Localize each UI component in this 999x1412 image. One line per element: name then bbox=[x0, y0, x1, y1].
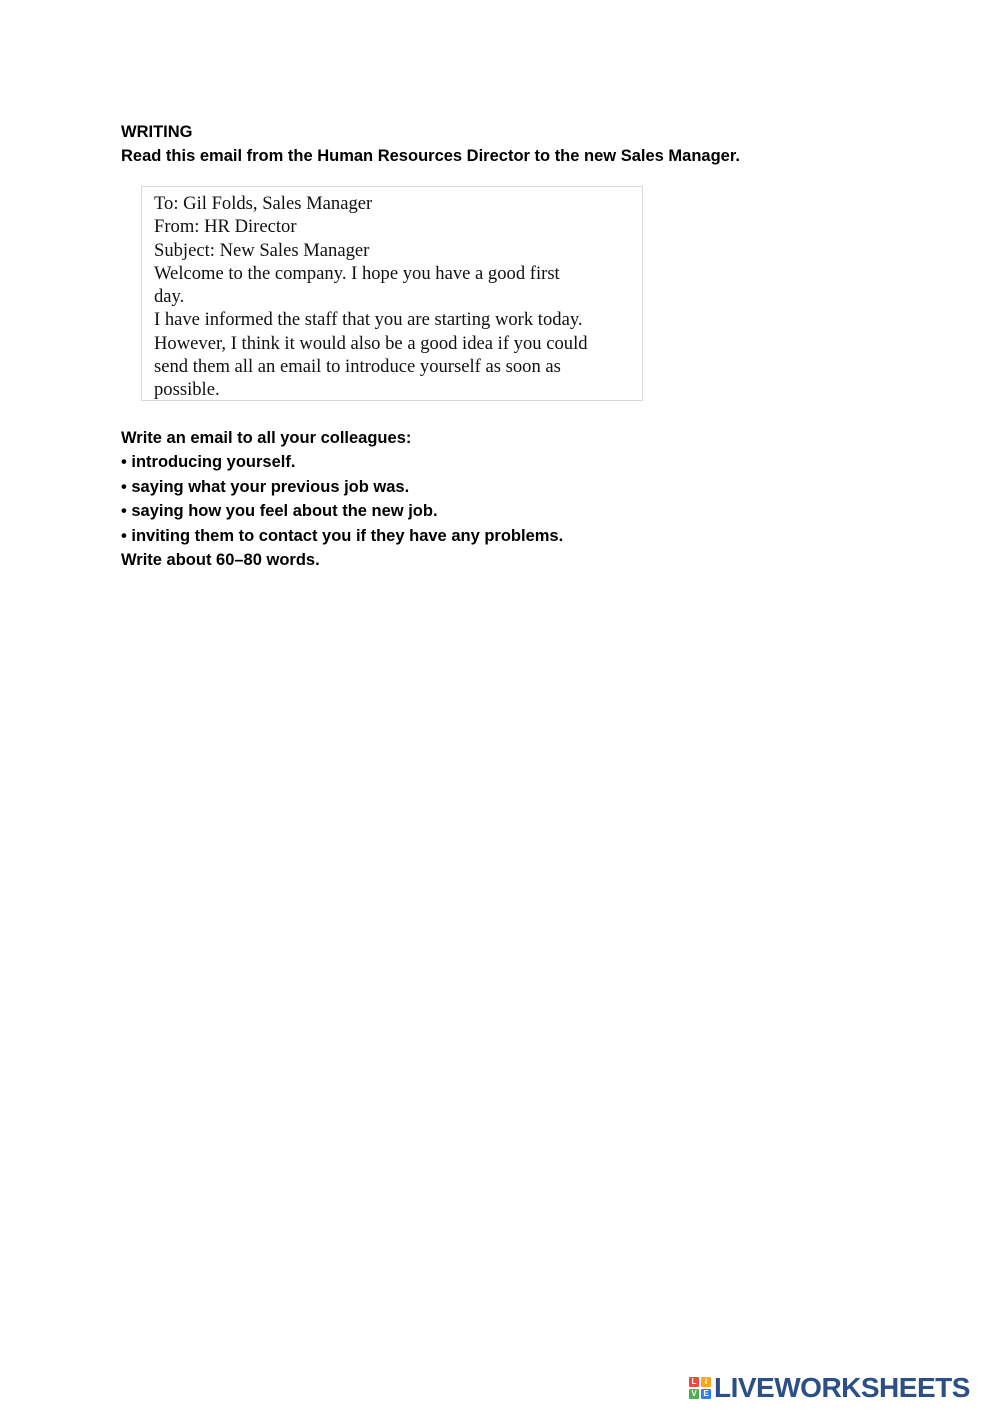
email-line-body: send them all an email to introduce yourself as soon as bbox=[154, 356, 561, 378]
instructions-lead: Write an email to all your colleagues: bbox=[121, 429, 412, 447]
instruction-bullet: • saying how you feel about the new job. bbox=[121, 502, 438, 521]
logo-tile: L bbox=[689, 1377, 699, 1387]
section-heading: WRITING bbox=[121, 123, 193, 141]
email-box bbox=[141, 186, 643, 401]
email-line-from: From: HR Director bbox=[154, 216, 297, 238]
intro-text: Read this email from the Human Resources Director to the new Sales Manager. bbox=[121, 147, 740, 165]
email-line-body: possible. bbox=[154, 379, 220, 401]
instructions bbox=[121, 426, 563, 572]
liveworksheets-logo bbox=[689, 1373, 970, 1403]
logo-tile: V bbox=[689, 1389, 699, 1399]
email-line-body: Welcome to the company. I hope you have a good first bbox=[154, 262, 560, 284]
instruction-bullet: • saying what your previous job was. bbox=[121, 477, 410, 496]
email-line-body: day. bbox=[154, 286, 185, 308]
logo-tile: E bbox=[701, 1389, 711, 1399]
logo-tile: I bbox=[701, 1377, 711, 1387]
word-count-instruction: Write about 60–80 words. bbox=[121, 551, 320, 570]
logo-text: LIVEWORKSHEETS bbox=[714, 1372, 970, 1403]
instruction-bullet: • inviting them to contact you if they have any problems. bbox=[121, 526, 564, 545]
instruction-bullet: • introducing yourself. bbox=[121, 453, 296, 472]
email-line-to: To: Gil Folds, Sales Manager bbox=[154, 193, 373, 214]
logo-mark-icon bbox=[689, 1377, 711, 1399]
email-line-subject: Subject: New Sales Manager bbox=[154, 239, 370, 261]
email-line-body: However, I think it would also be a good idea if you could bbox=[154, 332, 588, 354]
email-line-body: I have informed the staff that you are starting work today. bbox=[154, 309, 583, 331]
